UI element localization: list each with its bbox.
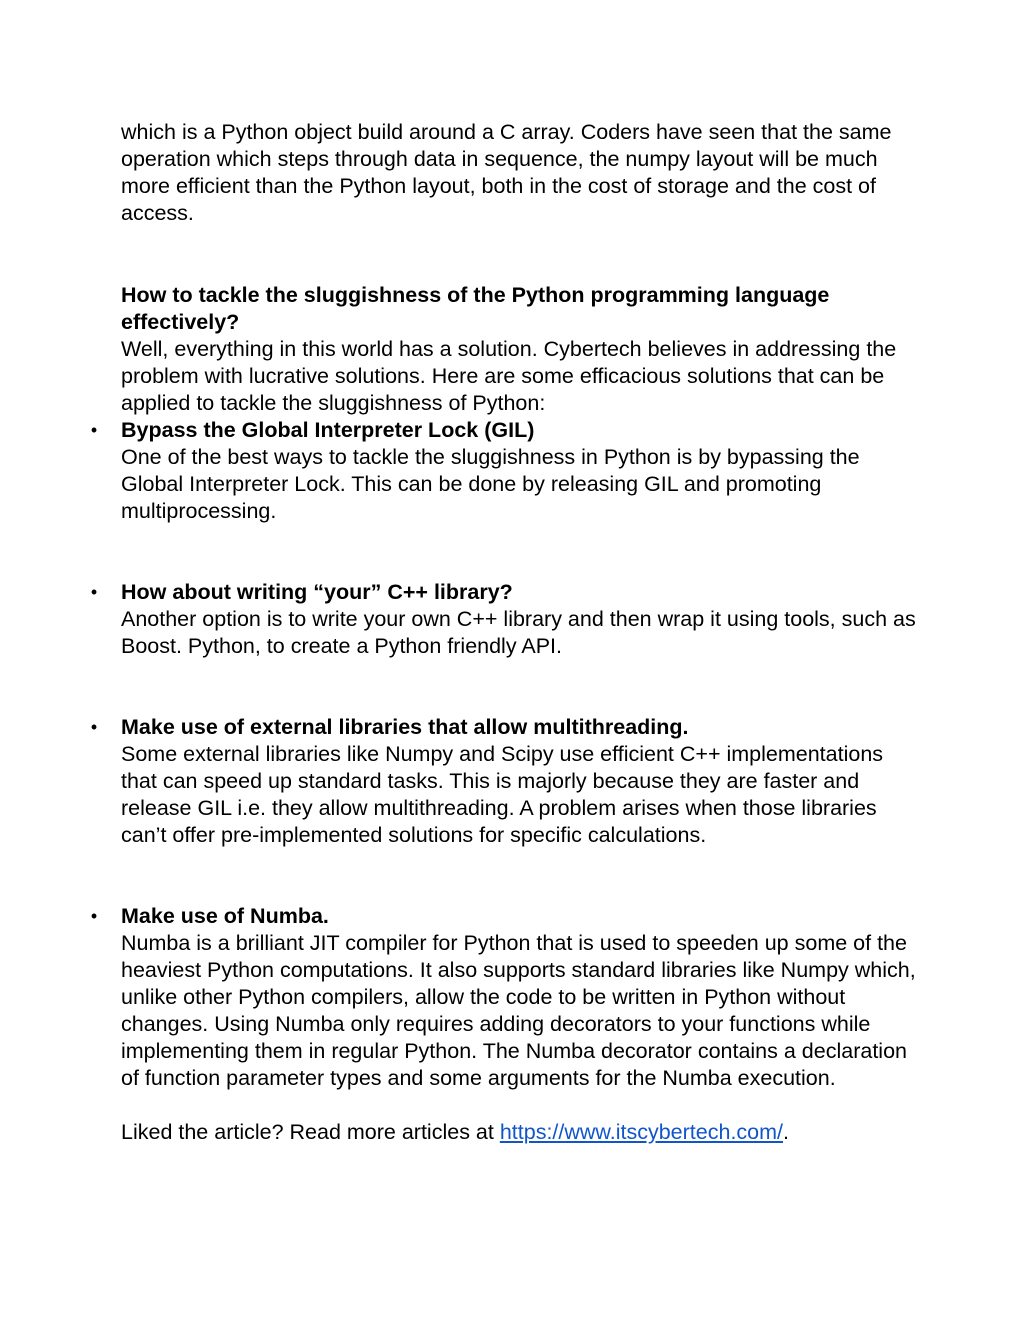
section-lead: Well, everything in this world has a solution. Cybertech believes in addressing the problem with lucrative solutions. Here are some efficacious solutions that can be applied to tackle the sluggishness of Python: [121, 337, 897, 415]
document-page [90, 119, 921, 1146]
bullet-icon: • [90, 717, 98, 737]
bullet-icon: • [90, 906, 98, 926]
list-item-cpp-library [90, 579, 921, 660]
item-body: Numba is a brilliant JIT compiler for Python that is used to speeden up some of the heaviest Python computations. It also supports standard libraries like Numpy which, unlike other Python compilers, allow the code to be written in Python without changes. Using Numba only requires adding decorators to your functions while implementing them in regular Python. The Numba decorator contains a declaration of function parameter types and some arguments for the Numba execution. [121, 931, 916, 1090]
spacer [121, 1092, 921, 1119]
item-body: Another option is to write your own C++ library and then wrap it using tools, such as Boost. Python, to create a Python friendly API. [121, 607, 916, 658]
bullet-icon: • [90, 420, 98, 440]
footer-paragraph [121, 1119, 921, 1146]
item-title: How about writing “your” C++ library? [121, 580, 513, 604]
spacer [121, 525, 921, 579]
item-title: Make use of Numba. [121, 904, 329, 928]
website-link[interactable]: https://www.itscybertech.com/ [499, 1120, 784, 1144]
intro-paragraph: which is a Python object build around a C array. Coders have seen that the same operation which steps through data in sequence, the numpy layout will be much more efficient than the Python layout, both in the cost of storage and the cost of access. [121, 120, 892, 225]
list-item-gil [90, 417, 921, 525]
footer-prefix: Liked the article? Read more articles at [121, 1120, 500, 1144]
spacer [121, 227, 921, 282]
item-title: Make use of external libraries that allow multithreading. [121, 715, 689, 739]
item-title: Bypass the Global Interpreter Lock (GIL) [121, 418, 535, 442]
spacer [121, 660, 921, 714]
item-body: One of the best ways to tackle the sluggishness in Python is by bypassing the Global Interpreter Lock. This can be done by releasing GIL and promoting multiprocessing. [121, 445, 860, 523]
list-item-external-libraries [90, 714, 921, 849]
footer-suffix: . [783, 1120, 789, 1144]
bullet-icon: • [90, 582, 98, 602]
item-body: Some external libraries like Numpy and Scipy use efficient C++ implementations that can speed up standard tasks. This is majorly because they are faster and release GIL i.e. they allow multithreading. A problem arises when those libraries can’t offer pre-implemented solutions for specific calculations. [121, 742, 884, 847]
spacer [121, 849, 921, 903]
section-heading: How to tackle the sluggishness of the Python programming language effectively? [121, 283, 830, 334]
list-item-numba [90, 903, 921, 1092]
